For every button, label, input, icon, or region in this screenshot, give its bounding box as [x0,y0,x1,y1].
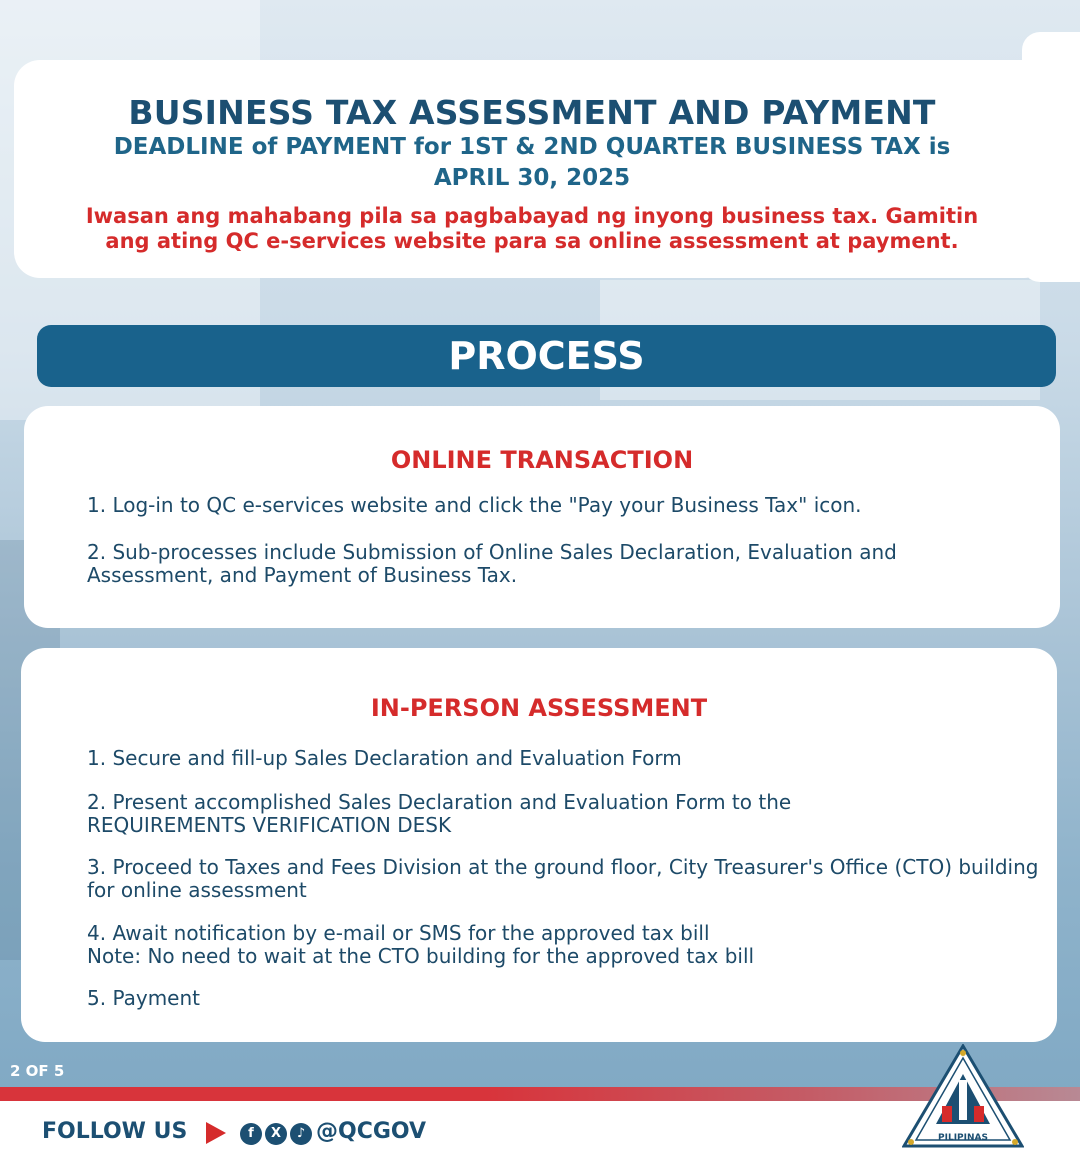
in-person-step: 2. Present accomplished Sales Declaration and Evaluation Form to the REQUIREMENTS VERIFICATION DESK [87,790,792,837]
page-title: BUSINESS TAX ASSESSMENT AND PAYMENT [128,93,936,132]
in-person-step: 4. Await notification by e-mail or SMS for the approved tax bill [87,921,710,945]
reminder-line: ang ating QC e-services website para sa online assessment at payment. [105,229,959,253]
in-person-note: Note: No need to wait at the CTO building for the approved tax bill [87,944,755,968]
reminder-text [14,204,1050,254]
quezon-city-seal-icon [902,1044,1024,1148]
in-person-step: 3. Proceed to Taxes and Fees Division at the ground floor, City Treasurer's Office (CTO) building for online assessment [87,855,1039,902]
deadline-text: DEADLINE of PAYMENT for 1ST & 2ND QUARTER BUSINESS TAX is [113,134,951,160]
online-step: 2. Sub-processes include Submission of Online Sales Declaration, Evaluation and Assessment, and Payment of Business Tax. [87,540,897,587]
header-card [14,60,1050,278]
process-banner: PROCESS [37,325,1056,387]
in-person-heading: IN-PERSON ASSESSMENT [370,694,708,722]
reminder-line: Iwasan ang mahabang pila sa pagbabayad ng inyong business tax. Gamitin [85,204,979,228]
tiktok-icon[interactable]: ♪ [290,1123,312,1145]
in-person-step: 5. Payment [87,986,200,1010]
deadline-date: APRIL 30, 2025 [433,165,631,191]
facebook-icon[interactable]: f [240,1123,262,1145]
social-handle[interactable]: @QCGOV [316,1119,427,1144]
online-transaction-card [24,406,1060,628]
online-step: 1. Log-in to QC e-services website and click the "Pay your Business Tax" icon. [87,493,862,517]
x-icon[interactable]: X [265,1123,287,1145]
page-indicator: 2 OF 5 [10,1062,65,1080]
in-person-step: 1. Secure and fill-up Sales Declaration and Evaluation Form [87,746,682,770]
seal-bottom-text: PILIPINAS [938,1133,988,1143]
follow-us-label: FOLLOW US [42,1119,188,1144]
in-person-assessment-card [21,648,1057,1042]
online-heading: ONLINE TRANSACTION [390,446,694,474]
play-arrow-icon [206,1122,226,1144]
